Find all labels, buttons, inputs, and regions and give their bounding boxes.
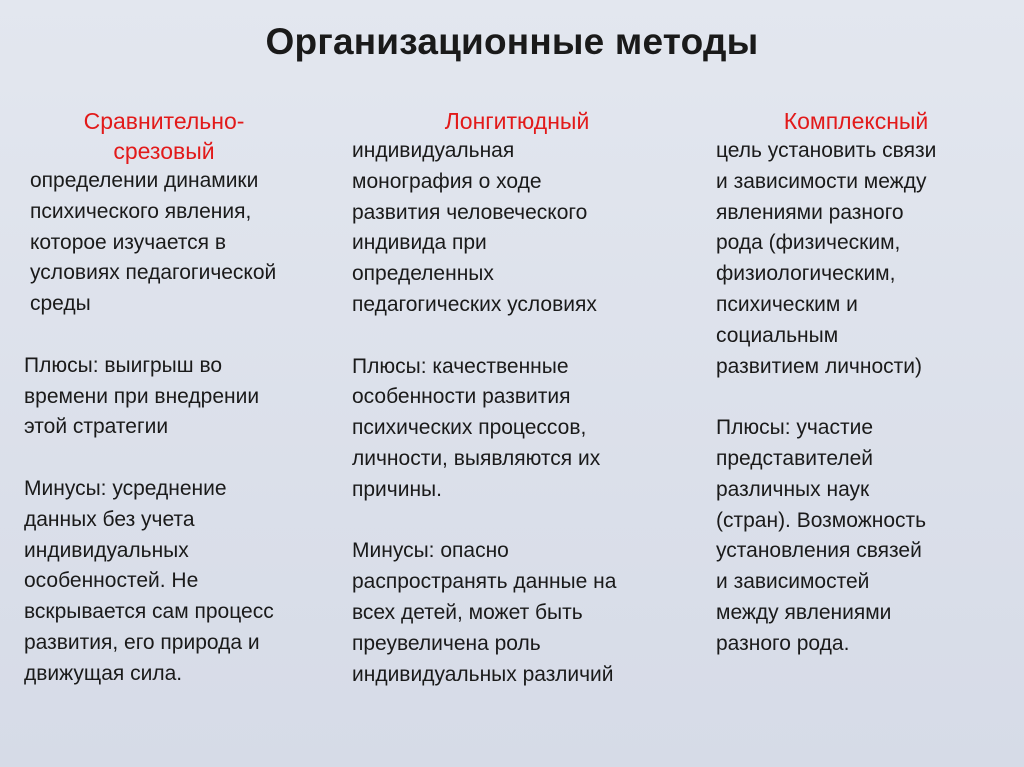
column-complex — [716, 106, 1016, 660]
column-pros: Плюсы: участие представителей различных наук (стран). Возможность установления связей и зависимостей между явлениями разного рода. — [716, 416, 927, 655]
paragraph-gap — [352, 321, 692, 352]
column-description: цель установить связи и зависимости между явлениями разного рода (физическим, физиологическим, психическим и социальным развитием личности) — [716, 139, 937, 378]
paragraph-gap — [24, 320, 344, 351]
column-description: определении динамики психического явления, которое изучается в условиях педагогической среды — [30, 169, 277, 316]
column-heading: Комплексный — [783, 108, 929, 134]
column-pros: Плюсы: выигрыш во времени при внедрении этой стратегии — [24, 353, 260, 439]
column-cons: Минусы: усреднение данных без учета индивидуальных особенностей. Не вскрывается сам процесс развития, его природа и движущая сила. — [24, 476, 274, 685]
column-cons: Минусы: опасно распространять данные на всех детей, может быть преувеличена роль индивидуальных различий — [352, 539, 617, 686]
paragraph-gap — [716, 382, 1016, 413]
column-description: индивидуальная монография о ходе развития человеческого индивида при определенных педагогических условиях — [352, 139, 597, 316]
slide-title: Организационные методы — [265, 21, 759, 62]
column-comparative-cross-sectional — [24, 106, 344, 690]
paragraph-gap — [24, 443, 344, 474]
column-heading: Лонгитюдный — [444, 108, 590, 134]
column-longitudinal — [352, 106, 692, 690]
column-pros: Плюсы: качественные особенности развития психических процессов, личности, выявляются их причины. — [352, 354, 601, 501]
column-heading: Сравнительно- срезовый — [83, 108, 245, 164]
paragraph-gap — [352, 506, 692, 537]
